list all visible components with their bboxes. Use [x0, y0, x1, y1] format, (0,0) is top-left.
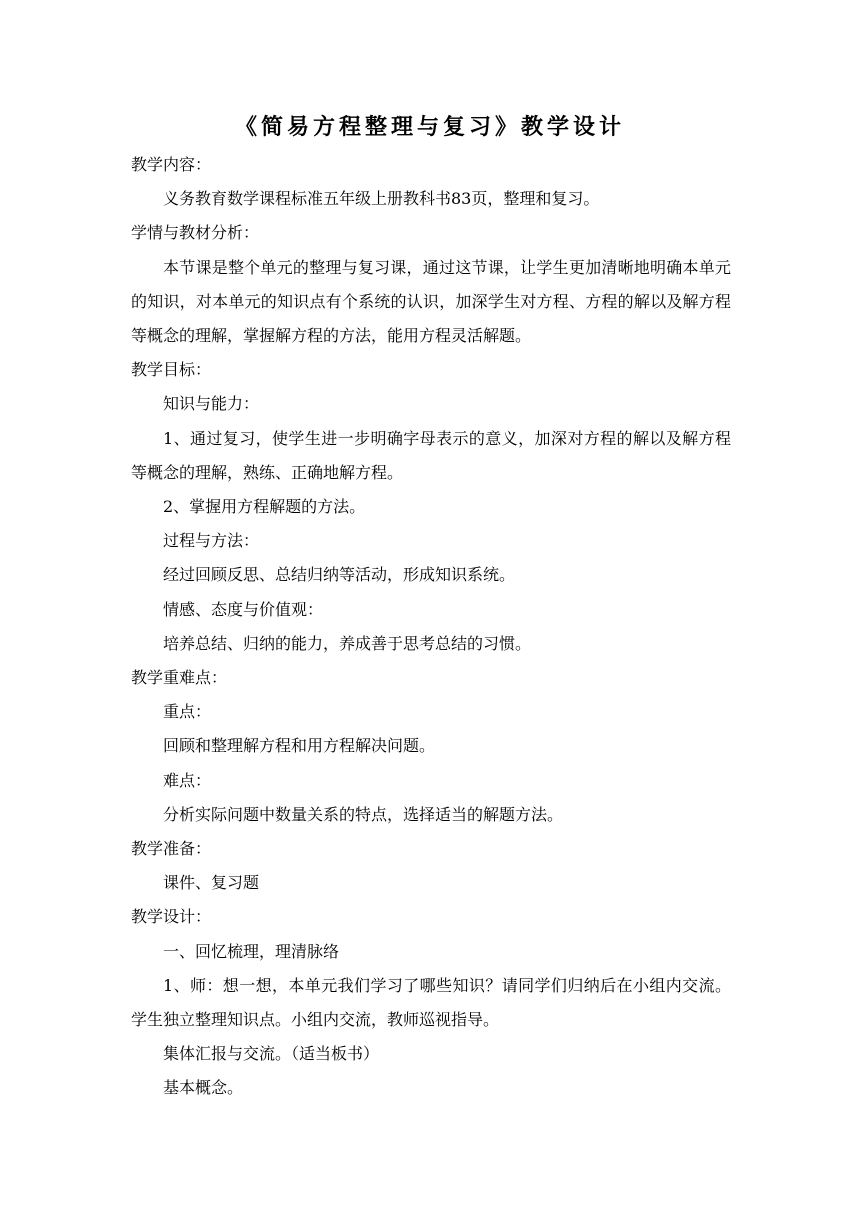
subheading: 过程与方法：	[163, 531, 260, 551]
section-heading-preparation: 教学准备：	[131, 839, 212, 859]
paragraph: 分析实际问题中数量关系的特点，选择适当的解题方法。	[163, 804, 564, 824]
section-heading-key-points: 教学重难点：	[131, 668, 228, 688]
section-heading-design: 教学设计：	[131, 907, 212, 927]
paragraph: 回顾和整理解方程和用方程解决问题。	[163, 736, 436, 756]
document-body	[131, 148, 731, 1106]
document-title: 《简易方程整理与复习》教学设计	[234, 115, 625, 140]
section-heading-content: 教学内容：	[131, 155, 212, 174]
section-heading-objectives: 教学目标：	[131, 360, 212, 380]
subheading: 一、回忆梳理，理清脉络	[163, 941, 340, 961]
paragraph: 集体汇报与交流。（适当板书）	[163, 1044, 380, 1064]
paragraph: 1、通过复习，使学生进一步明确字母表示的意义，加深对方程的解以及解方程等概念的理解，熟练、正确地解方程。	[131, 428, 731, 482]
paragraph: 本节课是整个单元的整理与复习课，通过这节课，让学生更加清晰地明确本单元的知识，对本单元的知识点有个系统的认识，加深学生对方程、方程的解以及解方程等概念的理解，掌握解方程的方法，能用方程灵活解题。	[131, 257, 731, 346]
subheading: 知识与能力：	[163, 394, 260, 414]
paragraph: 1、师：想一想，本单元我们学习了哪些知识？请同学们归纳后在小组内交流。学生独立整理知识点。小组内交流，教师巡视指导。	[131, 975, 731, 1030]
paragraph: 经过回顾反思、总结归纳等活动，形成知识系统。	[163, 565, 516, 585]
subheading: 难点：	[163, 770, 212, 790]
paragraph: 课件、复习题	[163, 873, 260, 893]
subheading: 情感、态度与价值观：	[163, 599, 324, 619]
paragraph: 义务教育数学课程标准五年级上册教科书83页，整理和复习。	[163, 189, 600, 209]
paragraph: 2、掌握用方程解题的方法。	[163, 497, 366, 517]
subheading: 重点：	[163, 702, 212, 722]
section-heading-analysis: 学情与教材分析：	[131, 223, 260, 243]
paragraph: 基本概念。	[163, 1078, 244, 1098]
paragraph: 培养总结、归纳的能力，养成善于思考总结的习惯。	[163, 633, 532, 653]
